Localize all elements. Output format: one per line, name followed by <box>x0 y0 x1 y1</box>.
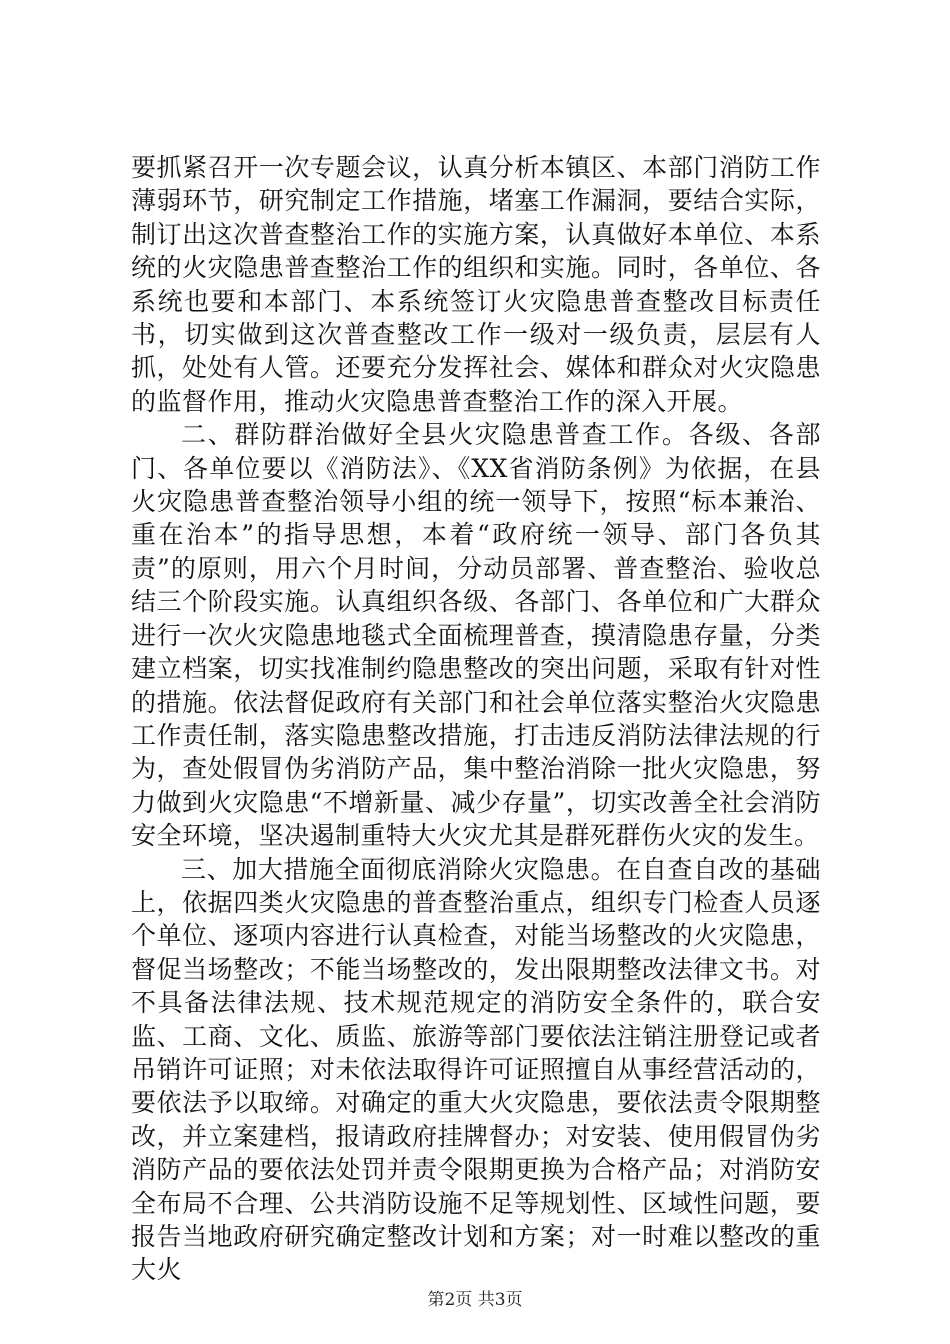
document-body <box>131 151 821 1287</box>
paragraph-section-two: 二、群防群治做好全县火灾隐患普查工作。各级、各部门、各单位要以《消防法》、《XX省消防条例》为依据，在县火灾隐患普查整治领导小组的统一领导下，按照“标本兼治、重在治本”的指导思想，本着“政府统一领导、部门各负其责”的原则，用六个月时间，分动员部署、普查整治、验收总结三个阶段实施。认真组织各级、各部门、各单位和广大群众进行一次火灾隐患地毯式全面梳理普查，摸清隐患存量，分类建立档案，切实找准制约隐患整改的突出问题，采取有针对性的措施。依法督促政府有关部门和社会单位落实整治火灾隐患工作责任制，落实隐患整改措施，打击违反消防法律法规的行为，查处假冒伪劣消防产品，集中整治消除一批火灾隐患，努力做到火灾隐患“不增新量、减少存量”，切实改善全社会消防安全环境，坚决遏制重特大火灾尤其是群死群伤火灾的发生。 <box>131 420 821 851</box>
paragraph-continuation: 要抓紧召开一次专题会议，认真分析本镇区、本部门消防工作薄弱环节，研究制定工作措施，堵塞工作漏洞，要结合实际，制订出这次普查整治工作的实施方案，认真做好本单位、本系统的火灾隐患普查整治工作的组织和实施。同时，各单位、各系统也要和本部门、本系统签订火灾隐患普查整改目标责任书，切实做到这次普查整改工作一级对一级负责，层层有人抓，处处有人管。还要充分发挥社会、媒体和群众对火灾隐患的监督作用，推动火灾隐患普查整治工作的深入开展。 <box>131 153 821 416</box>
page-number-footer: 第2页 共3页 <box>427 1290 523 1310</box>
paragraph-section-three: 三、加大措施全面彻底消除火灾隐患。在自查自改的基础上，依据四类火灾隐患的普查整治重点，组织专门检查人员逐个单位、逐项内容进行认真检查，对能当场整改的火灾隐患，督促当场整改；不能当场整改的，发出限期整改法律文书。对不具备法律法规、技术规范规定的消防安全条件的，联合安监、工商、文化、质监、旅游等部门要依法注销注册登记或者吊销许可证照；对未依法取得许可证照擅自从事经营活动的，要依法予以取缔。对确定的重大火灾隐患，要依法责令限期整改，并立案建档，报请政府挂牌督办；对安装、使用假冒伪劣消防产品的要依法处罚并责令限期更换为合格产品；对消防安全布局不合理、公共消防设施不足等规划性、区域性问题，要报告当地政府研究确定整改计划和方案；对一时难以整改的重大火 <box>131 854 821 1285</box>
